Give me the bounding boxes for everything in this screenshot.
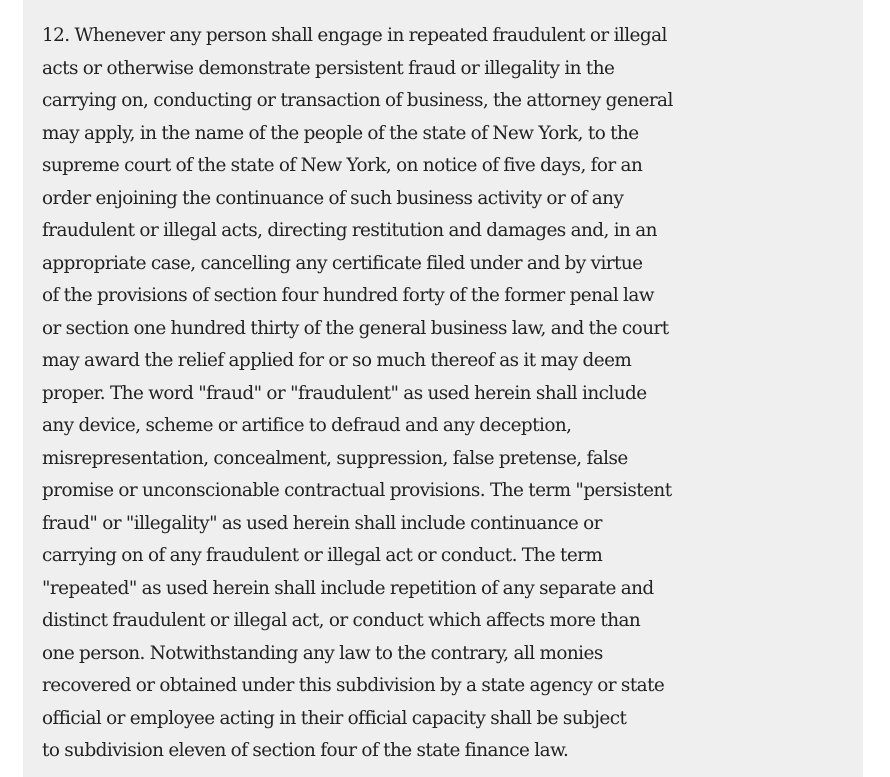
text-line: any device, scheme or artifice to defraud and any deception, <box>42 415 572 436</box>
text-line: of the provisions of section four hundred forty of the former penal law <box>42 285 654 306</box>
text-line: "repeated" as used herein shall include repetition of any separate and <box>42 577 654 599</box>
text-line: appropriate case, cancelling any certificate filed under and by virtue <box>42 252 643 274</box>
statute-text-panel <box>23 0 863 777</box>
text-line: to subdivision eleven of section four of the state finance law. <box>42 740 569 761</box>
statute-paragraph <box>42 20 673 768</box>
text-line: official or employee acting in their official capacity shall be subject <box>42 707 627 729</box>
text-line: carrying on, conducting or transaction of business, the attorney general <box>42 90 673 111</box>
text-line: one person. Notwithstanding any law to the contrary, all monies <box>42 642 603 664</box>
text-line: supreme court of the state of New York, on notice of five days, for an <box>42 155 643 176</box>
text-line: may award the relief applied for or so much thereof as it may deem <box>42 350 632 371</box>
text-line: acts or otherwise demonstrate persistent fraud or illegality in the <box>42 57 615 79</box>
text-line: carrying on of any fraudulent or illegal act or conduct. The term <box>42 545 603 566</box>
text-line: promise or unconscionable contractual provisions. The term "persistent <box>42 480 672 501</box>
text-line: 12. Whenever any person shall engage in repeated fraudulent or illegal <box>42 25 667 46</box>
text-line: proper. The word "fraud" or "fraudulent" as used herein shall include <box>42 382 647 404</box>
text-line: fraud" or "illegality" as used herein shall include continuance or <box>42 512 602 534</box>
text-line: fraudulent or illegal acts, directing restitution and damages and, in an <box>42 220 657 241</box>
text-line: may apply, in the name of the people of the state of New York, to the <box>42 122 639 144</box>
text-line: distinct fraudulent or illegal act, or conduct which affects more than <box>42 610 641 631</box>
text-line: order enjoining the continuance of such business activity or of any <box>42 187 624 209</box>
text-line: misrepresentation, concealment, suppression, false pretense, false <box>42 447 628 469</box>
text-line: recovered or obtained under this subdivision by a state agency or state <box>42 675 665 696</box>
text-line: or section one hundred thirty of the general business law, and the court <box>42 317 669 339</box>
